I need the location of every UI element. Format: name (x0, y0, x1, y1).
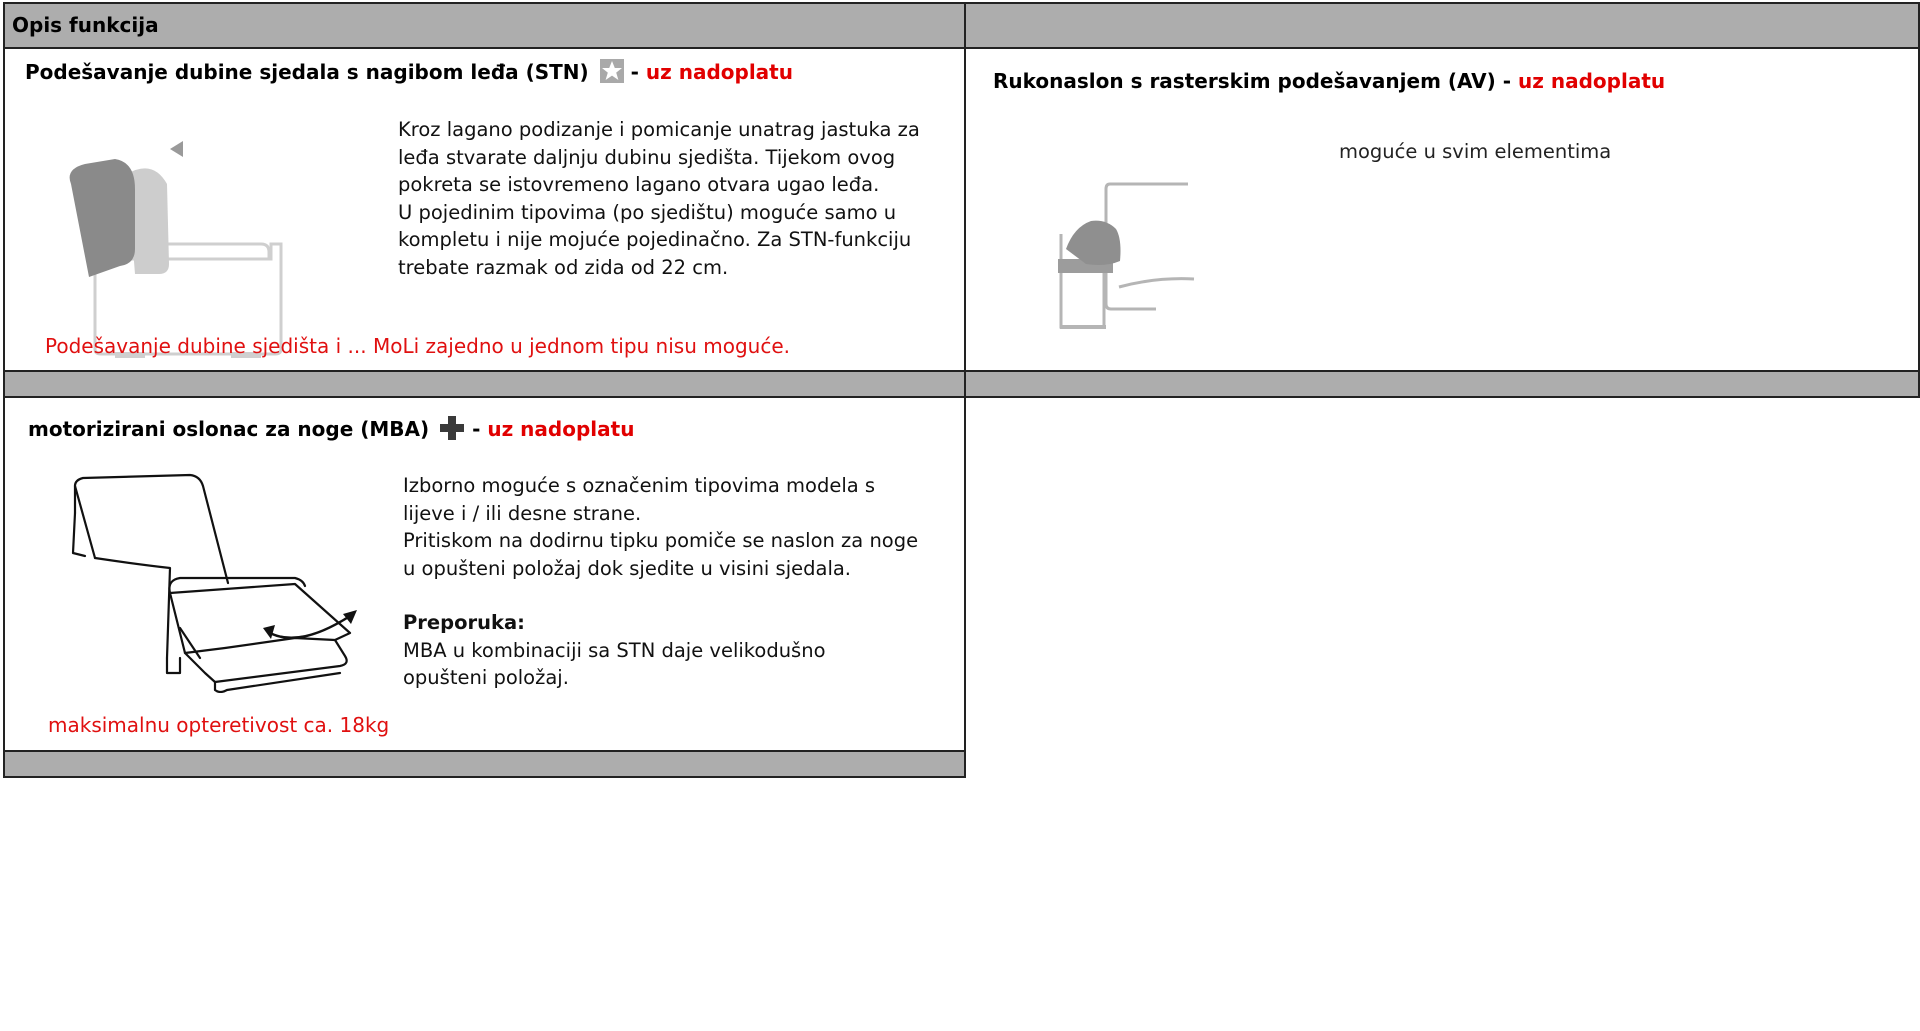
section-mba-description (403, 472, 943, 692)
separator-bar-left (3, 370, 966, 398)
mba-desc-line: lijeve i / ili desne strane. (403, 501, 642, 525)
section-stn-note: Podešavanje dubine sjedišta i ... MoLi zajedno u jednom tipu nisu moguće. (45, 334, 790, 358)
armrest-illustration (1046, 129, 1226, 329)
section-av-title-text: Rukonaslon s rasterskim podešavanjem (AV) (993, 69, 1496, 93)
mba-desc-line: Izborno moguće s označenim tipovima modela s (403, 474, 876, 497)
section-av-separator: - (1495, 69, 1519, 93)
stn-desc-line: pokreta se istovremeno lagano otvara ugao leđa. (398, 173, 880, 196)
section-av-extra-cost: uz nadoplatu (1518, 69, 1666, 93)
section-mba-title-text: motorizirani oslonac za noge (MBA) (28, 417, 430, 441)
recommendation-line: MBA u kombinaciji sa STN daje velikodušno (403, 638, 826, 662)
header-bar-left (3, 2, 966, 49)
section-stn-title (25, 59, 793, 84)
stn-desc-line: trebate razmak od zida od 22 cm. (398, 255, 729, 279)
section-mba-note: maksimalnu opteretivost ca. 18kg (48, 713, 390, 737)
section-stn-title-text: Podešavanje dubine sjedala s nagibom leđa (STN) (25, 60, 589, 84)
star-icon (600, 59, 624, 83)
spacer (403, 582, 943, 609)
seat-depth-illustration (55, 114, 295, 364)
section-mba-separator: - (465, 417, 488, 441)
mba-desc-line: Pritiskom na dodirnu tipku pomiče se naslon za noge (403, 529, 919, 552)
section-av-title (993, 69, 1665, 93)
stn-desc-line: leđa stvarate daljnju dubinu sjedišta. Tijekom ovog (398, 145, 896, 169)
recommendation-line: opušteni položaj. (403, 666, 569, 689)
footer-bar (3, 750, 966, 778)
stn-desc-line: U pojedinim tipovima (po sjedištu) moguće samo u (398, 200, 897, 224)
recommendation-label: Preporuka: (403, 611, 525, 634)
section-mba-title (28, 415, 634, 441)
section-mba-extra-cost: uz nadoplatu (487, 417, 635, 441)
mba-desc-line: u opušteni položaj dok sjedite u visini sjedala. (403, 556, 852, 580)
section-stn-separator: - (623, 60, 646, 84)
footrest-illustration (55, 468, 385, 693)
section-stn-description (398, 116, 938, 281)
plus-icon (439, 415, 465, 441)
header-bar-right (964, 2, 1920, 49)
section-stn-extra-cost: uz nadoplatu (645, 60, 793, 84)
section-stn (3, 47, 966, 372)
separator-bar-right (964, 370, 1920, 398)
section-av-text: moguće u svim elementima (1339, 140, 1612, 163)
stn-desc-line: Kroz lagano podizanje i pomicanje unatrag jastuka za (398, 118, 920, 141)
section-mba (3, 396, 966, 752)
stn-desc-line: kompletu i nije mojuće pojedinačno. Za STN-funkciju (398, 228, 912, 251)
section-av (964, 47, 1920, 372)
page-title: Opis funkcija (12, 13, 159, 37)
